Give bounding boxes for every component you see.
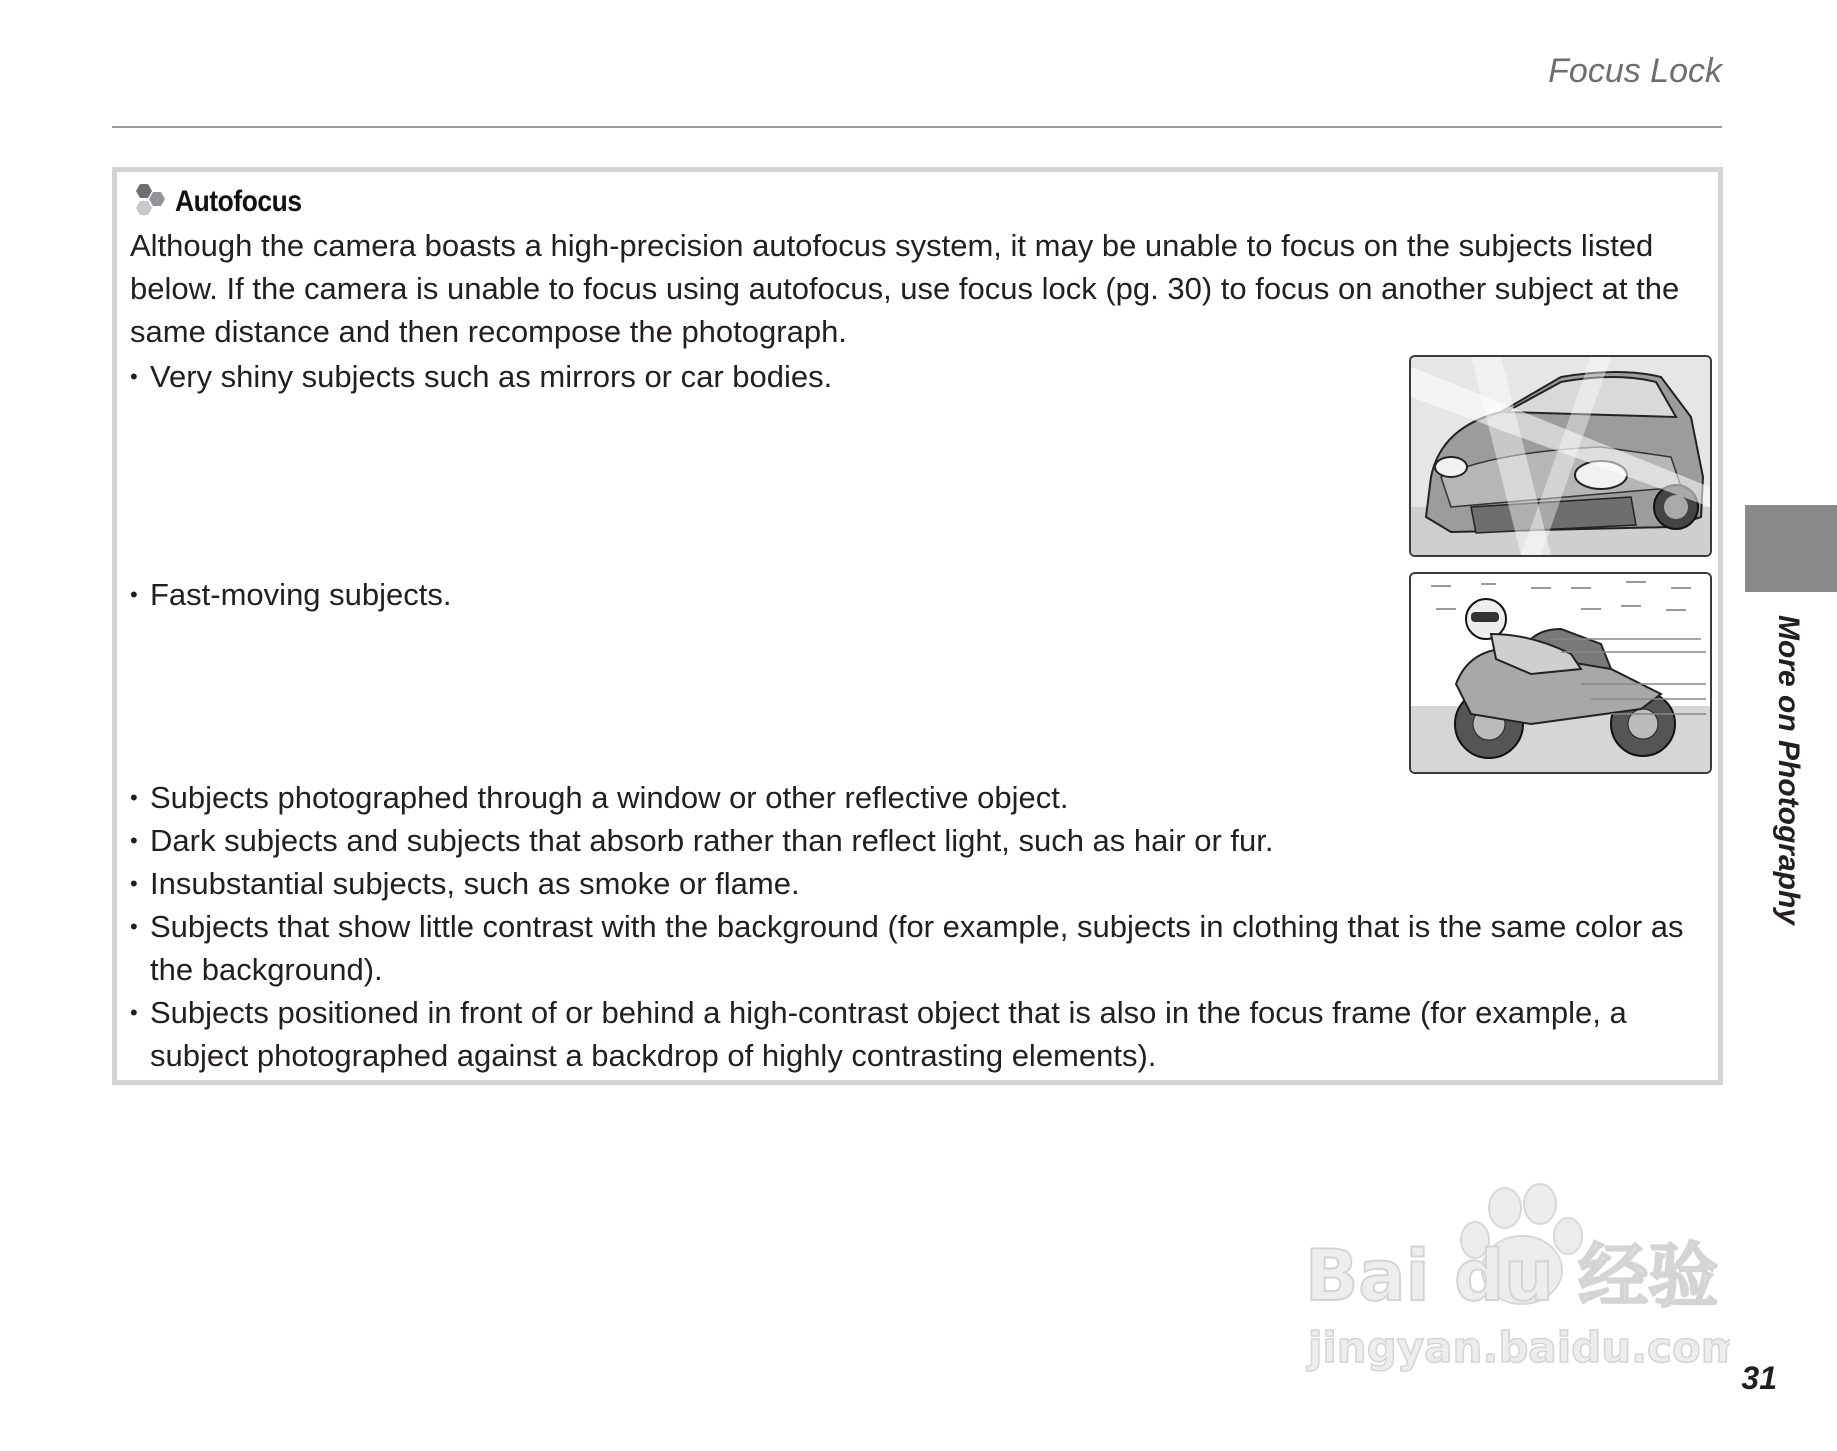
hexagon-note-icon [131, 182, 169, 222]
baidu-watermark [1300, 1180, 1730, 1380]
motorcycle-illustration [1409, 572, 1712, 774]
note-intro: Although the camera boasts a high-precision autofocus system, it may be unable to focus on the subjects listed below. If the camera is unable to focus using autofocus, use focus lock (pg. 30) to focus on another subject at the same distance and then recompose the photograph. [130, 228, 1680, 349]
bullet-dot: • [130, 871, 138, 896]
bullet-dot: • [130, 785, 138, 810]
side-tab-label [1765, 615, 1810, 975]
header-title: Focus Lock [1548, 52, 1722, 90]
car-drawing [1411, 357, 1710, 555]
bullet-dot: • [130, 582, 138, 607]
bullet-dot: • [130, 828, 138, 853]
bullet-text: Insubstantial subjects, such as smoke or flame. [150, 866, 800, 901]
side-tab-label-text: More on Photography [1771, 615, 1805, 925]
bullet-text: Subjects photographed through a window or other reflective object. [150, 780, 1069, 815]
bullet-text: Subjects positioned in front of or behind a high-contrast object that is also in the focus frame (for example, a subject photographed against a backdrop of highly contrasting elements). [150, 995, 1627, 1073]
bullet-item [130, 862, 1690, 905]
bullet-dot: • [130, 1000, 138, 1025]
bullet-item [130, 819, 1690, 862]
bullet-item [130, 573, 1460, 616]
bullet-item [130, 776, 1500, 819]
bullet-text: Subjects that show little contrast with the background (for example, subjects in clothing that is the same color as the background). [150, 909, 1684, 987]
side-tab [1745, 505, 1837, 592]
bullet-dot: • [130, 914, 138, 939]
paw-logo [1300, 1180, 1730, 1380]
bullet-text: Very shiny subjects such as mirrors or car bodies. [150, 359, 833, 394]
shiny-car-illustration [1409, 355, 1712, 557]
note-box [112, 167, 1723, 1085]
bullet-text: Dark subjects and subjects that absorb rather than reflect light, such as hair or fur. [150, 823, 1274, 858]
watermark-url: jingyan.baidu.com [1308, 1323, 1730, 1372]
note-heading [131, 182, 319, 222]
bullet-item [130, 991, 1710, 1077]
header-rule [112, 126, 1722, 128]
page-number: 31 [1741, 1360, 1777, 1396]
motorcycle-drawing [1411, 574, 1710, 772]
bullet-dot: • [130, 364, 138, 389]
watermark-brand: Bai du 经验 [1305, 1235, 1719, 1317]
bullet-text: Fast-moving subjects. [150, 577, 452, 612]
note-heading-text: Autofocus [175, 185, 302, 218]
bullet-item [130, 355, 1460, 398]
bullet-item [130, 905, 1690, 991]
